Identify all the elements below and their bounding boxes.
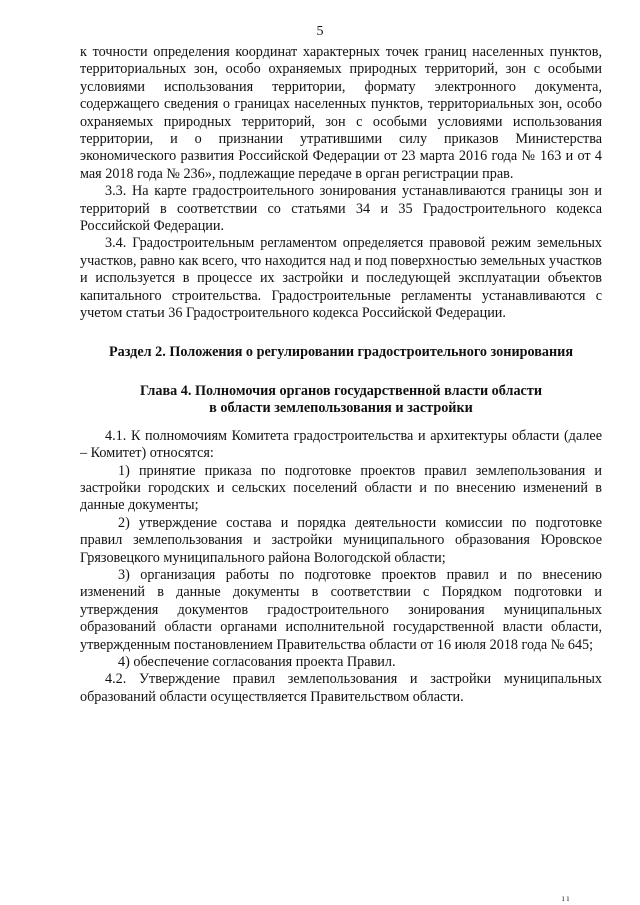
document-body [80,44,602,706]
page-number: 5 [316,24,324,39]
corner-mark: ı ı [562,893,570,903]
list-item-4: 4) обеспечение согласования проекта Правил. [118,654,396,670]
paragraph-continuation: к точности определения координат характерных точек границ населенных пунктов, территориальных зон, особо охраняемых природных территорий, зон с особыми условиями использования территории, формату электронного документа, содержащего сведения о границах населенных пунктов, территориальных зон, особо охраняемых природных территорий, зон с особыми условиями использования территории, и о признании утратившими силу приказов Министерства экономического развития Российской Федерации от 23 марта 2016 года № 163 и от 4 мая 2018 года № 236», подлежащие передаче в орган регистрации прав. [80,44,602,182]
paragraph-4-1: 4.1. К полномочиям Комитета градостроительства и архитектуры области (далее – Комитет) относятся: [80,427,602,462]
paragraph-4-2: 4.2. Утверждение правил землепользования и застройки муниципальных образований области осуществляется Правительством области. [80,671,602,705]
chapter-title [80,383,602,418]
chapter-title-line1: Глава 4. Полномочия органов государственной власти области [140,382,542,399]
chapter-title-line2: в области землепользования и застройки [209,400,473,417]
paragraph-3-4: 3.4. Градостроительным регламентом определяется правовой режим земельных участков, равно как всего, что находится над и под поверхностью земельных участков и используется в процессе их застройки и последующей эксплуатации объектов капитального строительства. Градостроительные регламенты устанавливаются с учетом статьи 36 Градостроительного кодекса Российской Федерации. [80,235,602,322]
list-item-2: 2) утверждение состава и порядка деятельности комиссии по подготовке правил землепользования и застройки муниципального образования Юровское Грязовецкого муниципального района Вологодской области; [80,514,602,566]
paragraph-3-3: 3.3. На карте градостроительного зонирования устанавливаются границы зон и территорий в соответствии со статьями 34 и 35 Градостроительного кодекса Российской Федерации. [80,183,602,235]
list-item-1: 1) принятие приказа по подготовке проектов правил землепользования и застройки городских и сельских поселений области и по внесению изменений в данные документы; [80,462,602,514]
list-item-3: 3) организация работы по подготовке проектов правил и по внесению изменений в данные документы в соответствии с Порядком подготовки и утверждения документов градостроительного зонирования муниципальных образований области органами исполнительной государственной власти области, утвержденным постановлением Правительства области от 16 июля 2018 года № 645; [80,566,602,653]
section-title: Раздел 2. Положения о регулировании градостроительного зонирования [108,343,574,360]
